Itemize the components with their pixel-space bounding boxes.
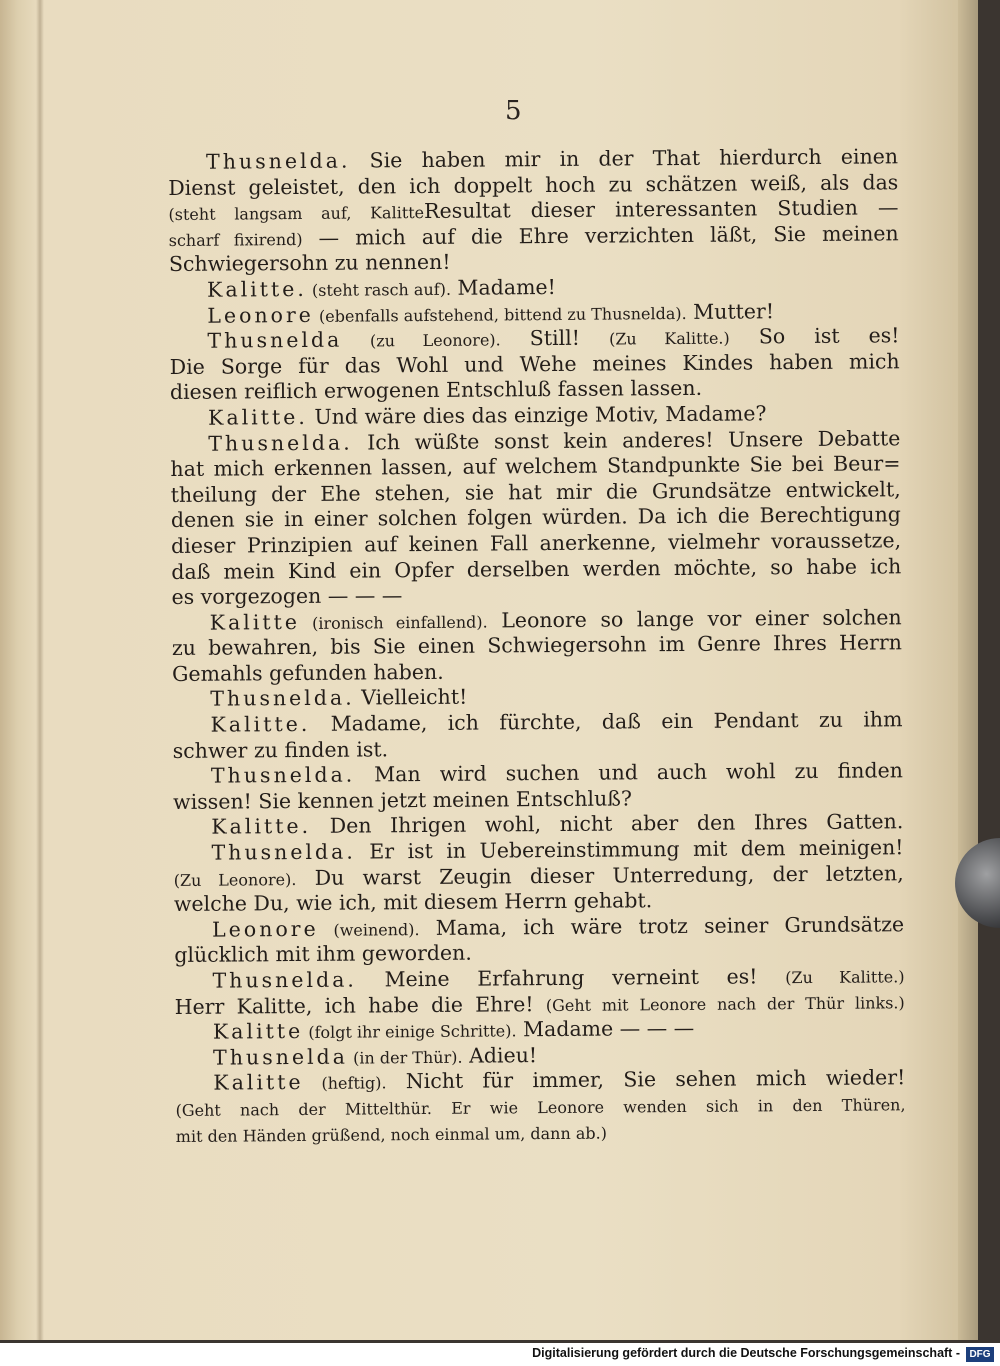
line-text: Und wäre dies das einzige Motiv, Madame? [307,401,767,429]
line-text: wissen! Sie kennen jetzt meinen Entschluß? [173,786,633,814]
funding-notice: Digitalisierung gefördert durch die Deutsche Forschungsgemeinschaft - [532,1346,960,1360]
stage-direction: (Zu Kalitte.) [608,328,730,349]
page-edge [958,0,978,1340]
line-text: — mich auf die Ehre verzichten läßt, Sie meinen [302,221,899,250]
line-text: es vorgezogen — — — [171,583,403,610]
text-line [175,1091,905,1122]
line-text: schwer zu finden ist. [172,736,389,763]
line-text: Ich wüßte sonst kein anderes! Unsere Debatte [352,425,901,455]
line-text: Schwiegersohn zu nennen! [168,250,451,277]
footer-bar [0,1343,1000,1366]
page-spine-shadow [36,0,44,1340]
speaker-name: Kalitte [212,1019,304,1044]
speaker-name: Kalitte [209,609,301,635]
page-number: 5 [505,96,522,126]
stage-direction: mit den Händen grüßend, noch einmal um, dann ab.) [175,1123,608,1146]
speaker-name: Thusnelda. [212,967,357,993]
speaker-name: Kalitte. [207,276,307,302]
line-text: So ist es! [729,323,900,349]
line-text: Still! [500,325,610,351]
stage-direction: (weinend). [318,919,420,940]
speaker-name: Thusnelda. [210,762,356,788]
stage-direction: (Geht nach der Mittelthür. Er wie Leonore wenden sich in den Thüren, [175,1095,906,1120]
stage-direction: scharf fixirend) [168,229,303,250]
line-text: theilung der Ehe stehen, sie hat mir die Grundsätze entwickelt, [170,476,901,507]
line-text: Meine Erfahrung verneint es! [356,964,786,992]
speaker-name: Kalitte. [210,711,311,737]
line-text: daß mein Kind ein Opfer derselben werden möchte, so habe ich [171,553,902,584]
line-text: Herr Kalitte, ich habe die Ehre! [174,991,546,1019]
line-text: Madame, ich fürchte, daß ein Pendant zu ihm [310,707,903,736]
stage-direction: (steht langsam auf, Kalitte [168,203,425,225]
stage-direction: (Zu Leonore). [173,869,297,890]
speaker-name: Thusnelda. [205,148,351,174]
speaker-name: Thusnelda. [211,839,356,865]
line-text: glücklich mit ihm geworden. [174,941,472,968]
line-text: Er ist in Uebereinstimmung mit dem meinigen! [355,835,904,864]
dfg-logo: DFG [966,1347,994,1362]
line-text: Leonore so lange vor einer solchen [487,604,902,633]
line-text: Sie haben mir in der That hierdurch einen [350,144,899,173]
stage-direction: (in der Thür). [347,1047,463,1068]
speaker-name: Thusnelda [213,1044,349,1070]
line-text: Madame — — — [516,1016,695,1042]
speaker-name: Leonore [212,916,319,942]
body-text [168,144,906,1148]
line-text: zu bewahren, bis Sie einen Schwiegersohn im Genre Ihres Herrn [171,630,902,661]
line-text: Mutter! [686,298,775,324]
speaker-name: Thusnelda [207,327,343,353]
stage-direction: (zu Leonore). [342,330,501,351]
text-line [176,1117,906,1148]
line-text: Die Sorge für das Wohl und Wehe meines Kindes haben mich [169,349,900,379]
stage-direction: (Geht mit Leonore nach der Thür links.) [545,992,905,1015]
stage-direction: (ebenfalls aufstehend, bittend zu Thusnelda). [313,303,687,326]
line-text: Dienst geleistet, den ich doppelt hoch zu schätzen weiß, als das [168,169,899,200]
line-text: welche Du, wie ich, mit diesem Herrn gehabt. [173,888,653,917]
line-text: Mama, ich wäre trotz seiner Grundsätze [419,912,905,940]
line-text: Man wird suchen und auch wohl zu finden [355,758,903,787]
line-text: Den Ihrigen wohl, nicht aber den Ihres Gatten. [311,809,904,839]
speaker-name: Kalitte [213,1070,304,1096]
line-text: hat mich erkennen lassen, auf welchem Standpunkte Sie bei Beur= [170,451,901,482]
speaker-name: Kalitte. [208,404,308,430]
speaker-name: Thusnelda. [208,430,353,456]
stage-direction: (steht rasch auf). [306,279,452,300]
stage-direction: (ironisch einfallend). [299,612,488,633]
line-text: Gemahls gefunden haben. [172,659,444,686]
stage-direction: (folgt ihr einige Schritte). [303,1021,517,1043]
line-text: dieser Prinzipien auf keinen Fall anerkenne, vielmehr voraussetze, [171,528,902,558]
line-text: Vielleicht! [354,685,468,711]
speaker-name: Leonore [207,302,314,328]
line-text: diesen reiflich erwogenen Entschluß fassen lassen. [169,376,703,405]
stage-direction: (Zu Kalitte.) [785,967,905,988]
line-text: Adieu! [462,1042,538,1068]
line-text: Madame! [450,274,556,300]
line-text: denen sie in einer solchen folgen würden. Da ich die Berechtigung [170,502,901,533]
speaker-name: Kalitte. [211,814,312,840]
speaker-name: Thusnelda. [210,686,355,712]
line-text: Resultat dieser interessanten Studien — [424,195,899,224]
line-text: Du warst Zeugin dieser Unterredung, der letzten, [296,860,904,890]
stage-direction: (heftig). [303,1073,387,1094]
line-text: Nicht für immer, Sie sehen mich wieder! [386,1065,906,1094]
